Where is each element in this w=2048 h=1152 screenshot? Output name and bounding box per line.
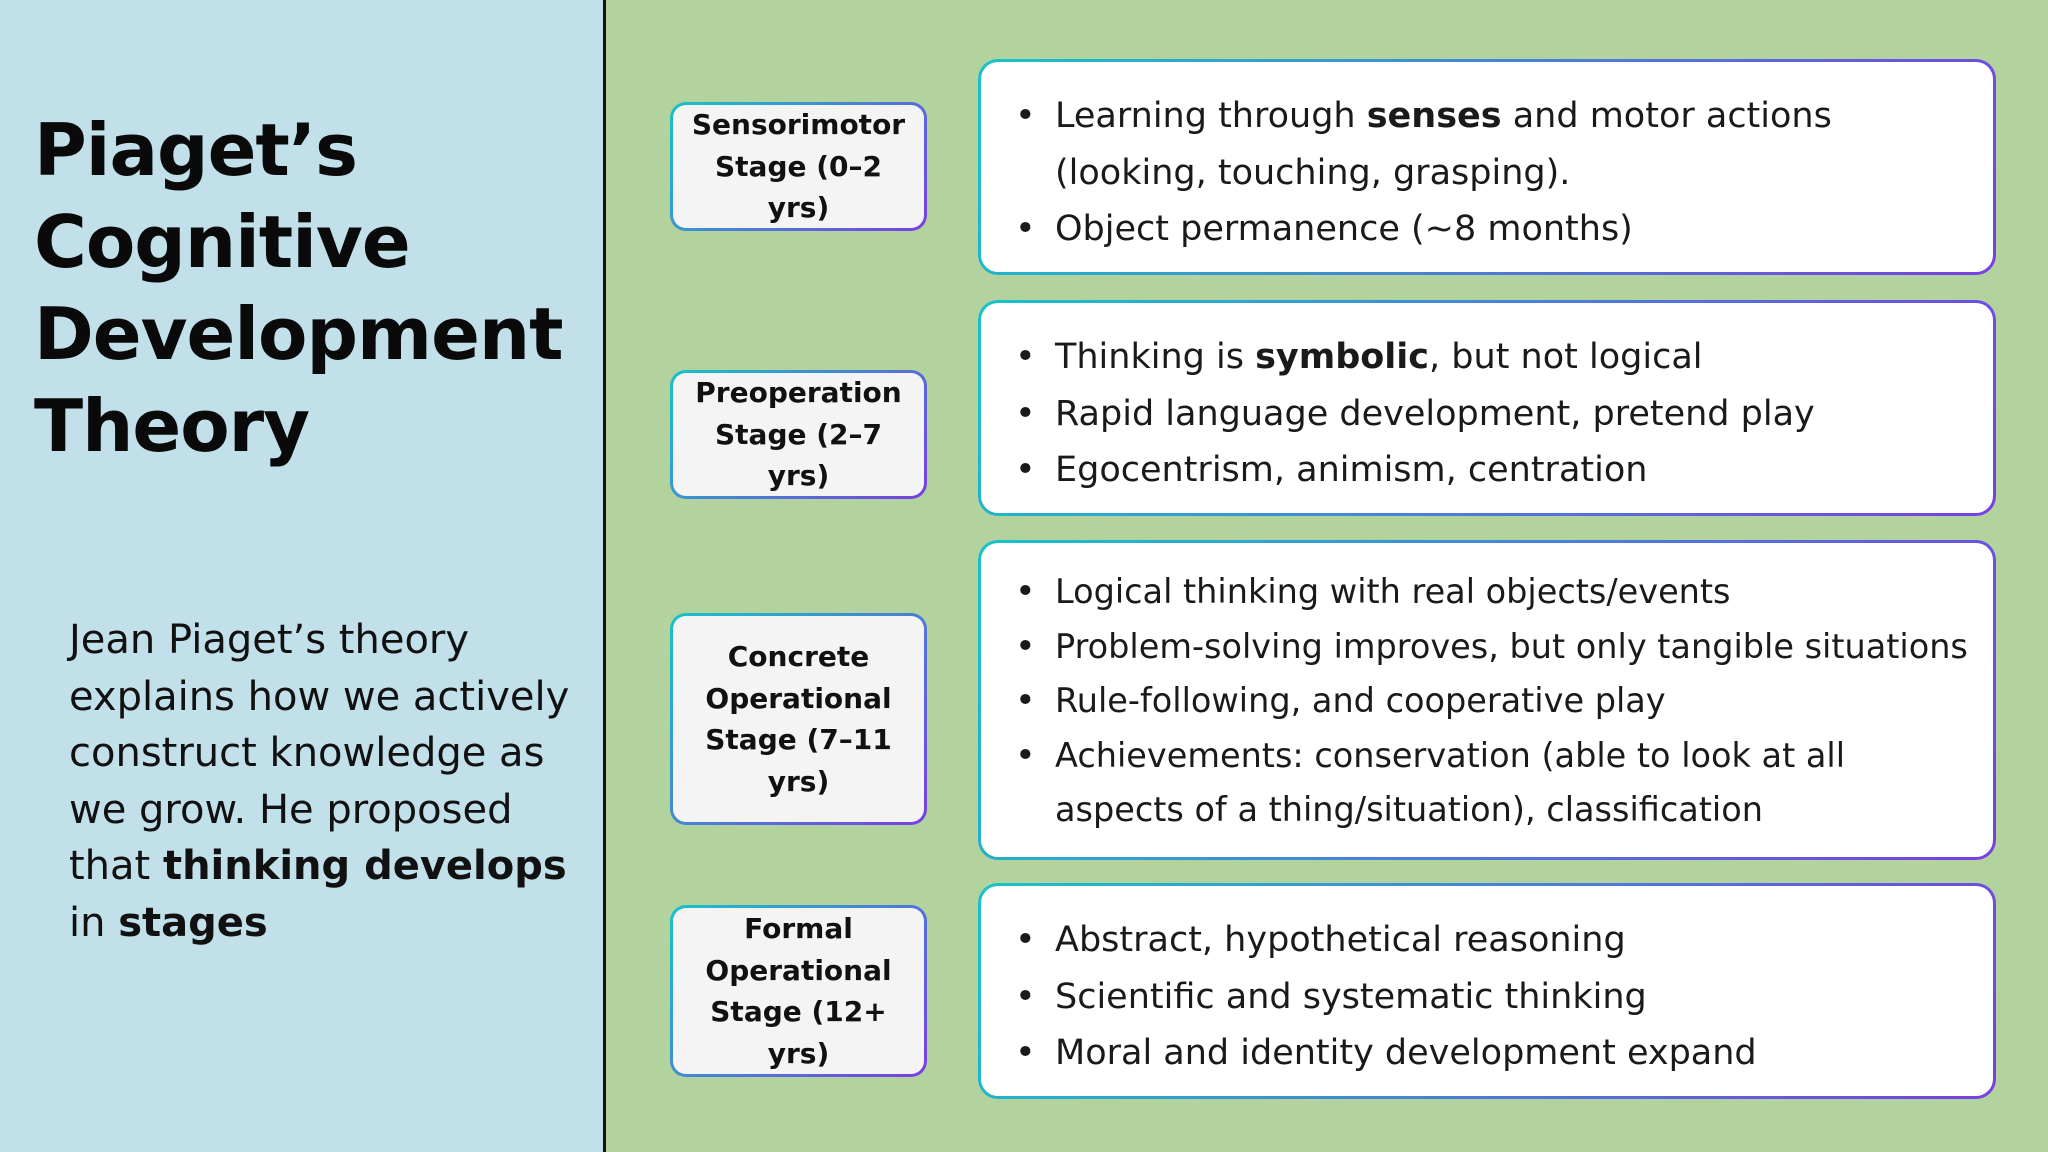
point-text: Learning through xyxy=(1055,96,1367,136)
list-item xyxy=(1015,674,1973,729)
stage-card-body xyxy=(981,543,1993,857)
stage-card-preoperation xyxy=(978,300,1996,516)
stage-label-sensorimotor xyxy=(670,102,927,231)
bullet-dot: • xyxy=(1015,920,1036,960)
list-item xyxy=(1015,969,1973,1026)
stage-card-concrete-operational xyxy=(978,540,1996,860)
point-text: Object permanence (~8 months) xyxy=(1055,209,1633,249)
list-item xyxy=(1015,442,1973,499)
list-item xyxy=(1015,912,1973,969)
bullet-dot: • xyxy=(1015,450,1036,490)
point-text: Thinking is xyxy=(1055,337,1256,377)
stage-label-text: Formal Operational Stage (12+ yrs) xyxy=(673,908,924,1074)
title-line-3: Development xyxy=(34,292,563,376)
stage-card-body xyxy=(981,303,1993,513)
point-text: Problem-solving improves, but only tangible situations xyxy=(1055,626,1968,666)
bullet-dot: • xyxy=(1015,1033,1036,1073)
list-item xyxy=(1015,201,1973,258)
point-text: Rapid language development, pretend play xyxy=(1055,393,1815,434)
point-text: , but not logical xyxy=(1429,337,1703,377)
bullet-dot: • xyxy=(1015,337,1036,377)
point-text: Logical thinking with real objects/events xyxy=(1055,572,1731,611)
stage-card-formal-operational xyxy=(978,883,1996,1099)
list-item xyxy=(1015,88,1973,201)
point-emphasis: symbolic xyxy=(1255,337,1430,377)
point-text: Egocentrism, animism, centration xyxy=(1055,450,1648,490)
bullet-dot: • xyxy=(1015,735,1036,776)
stage-label-text: Sensorimotor Stage (0–2 yrs) xyxy=(673,105,924,228)
intro-text-1: Jean Piaget’s theory explains how we actively construct knowledge as we grow. He proposed that xyxy=(69,617,570,889)
stage-label-preoperation xyxy=(670,370,927,499)
title-line-1: Piaget’s xyxy=(34,108,358,192)
stage-card-body xyxy=(981,62,1993,272)
list-item xyxy=(1015,565,1973,620)
stage-card-sensorimotor xyxy=(978,59,1996,275)
stage-label-formal-operational xyxy=(670,905,927,1077)
list-item xyxy=(1015,1025,1973,1082)
intro-text-2: in xyxy=(69,899,119,946)
stage-label-concrete-operational xyxy=(670,613,927,825)
bullet-list xyxy=(1015,565,1973,838)
stage-label-text: Preoperation Stage (2–7 yrs) xyxy=(673,373,924,496)
point-text: Moral and identity development expand xyxy=(1055,1033,1757,1073)
intro-bold-2: stages xyxy=(118,899,268,946)
point-text: Abstract, hypothetical reasoning xyxy=(1055,920,1626,960)
bullet-list xyxy=(1015,88,1973,258)
stage-card-body xyxy=(981,886,1993,1096)
bullet-list xyxy=(1015,912,1973,1082)
intro-paragraph xyxy=(69,612,589,951)
point-text: Rule-following, and cooperative play xyxy=(1055,681,1666,720)
title-line-2: Cognitive xyxy=(34,200,410,284)
list-item xyxy=(1015,329,1973,386)
point-text: Scientific and systematic thinking xyxy=(1055,976,1647,1017)
left-panel xyxy=(0,0,606,1152)
point-text: Achievements: conservation (able to look at all aspects of a thing/situation), classification xyxy=(1055,735,1845,829)
list-item xyxy=(1015,729,1973,838)
point-text: and motor actions (looking, touching, grasping). xyxy=(1055,96,1832,193)
title-line-4: Theory xyxy=(34,384,310,468)
intro-bold-1: thinking develops xyxy=(162,843,567,889)
point-emphasis: senses xyxy=(1366,96,1502,136)
bullet-dot: • xyxy=(1015,393,1036,434)
bullet-list xyxy=(1015,329,1973,499)
bullet-dot: • xyxy=(1015,626,1036,667)
list-item xyxy=(1015,620,1973,675)
list-item xyxy=(1015,386,1973,443)
page-title xyxy=(34,104,594,472)
bullet-dot: • xyxy=(1015,209,1036,249)
bullet-dot: • xyxy=(1015,976,1036,1017)
bullet-dot: • xyxy=(1015,572,1036,612)
stage-label-text: Concrete Operational Stage (7–11 yrs) xyxy=(673,616,924,822)
bullet-dot: • xyxy=(1015,681,1036,721)
bullet-dot: • xyxy=(1015,96,1036,136)
